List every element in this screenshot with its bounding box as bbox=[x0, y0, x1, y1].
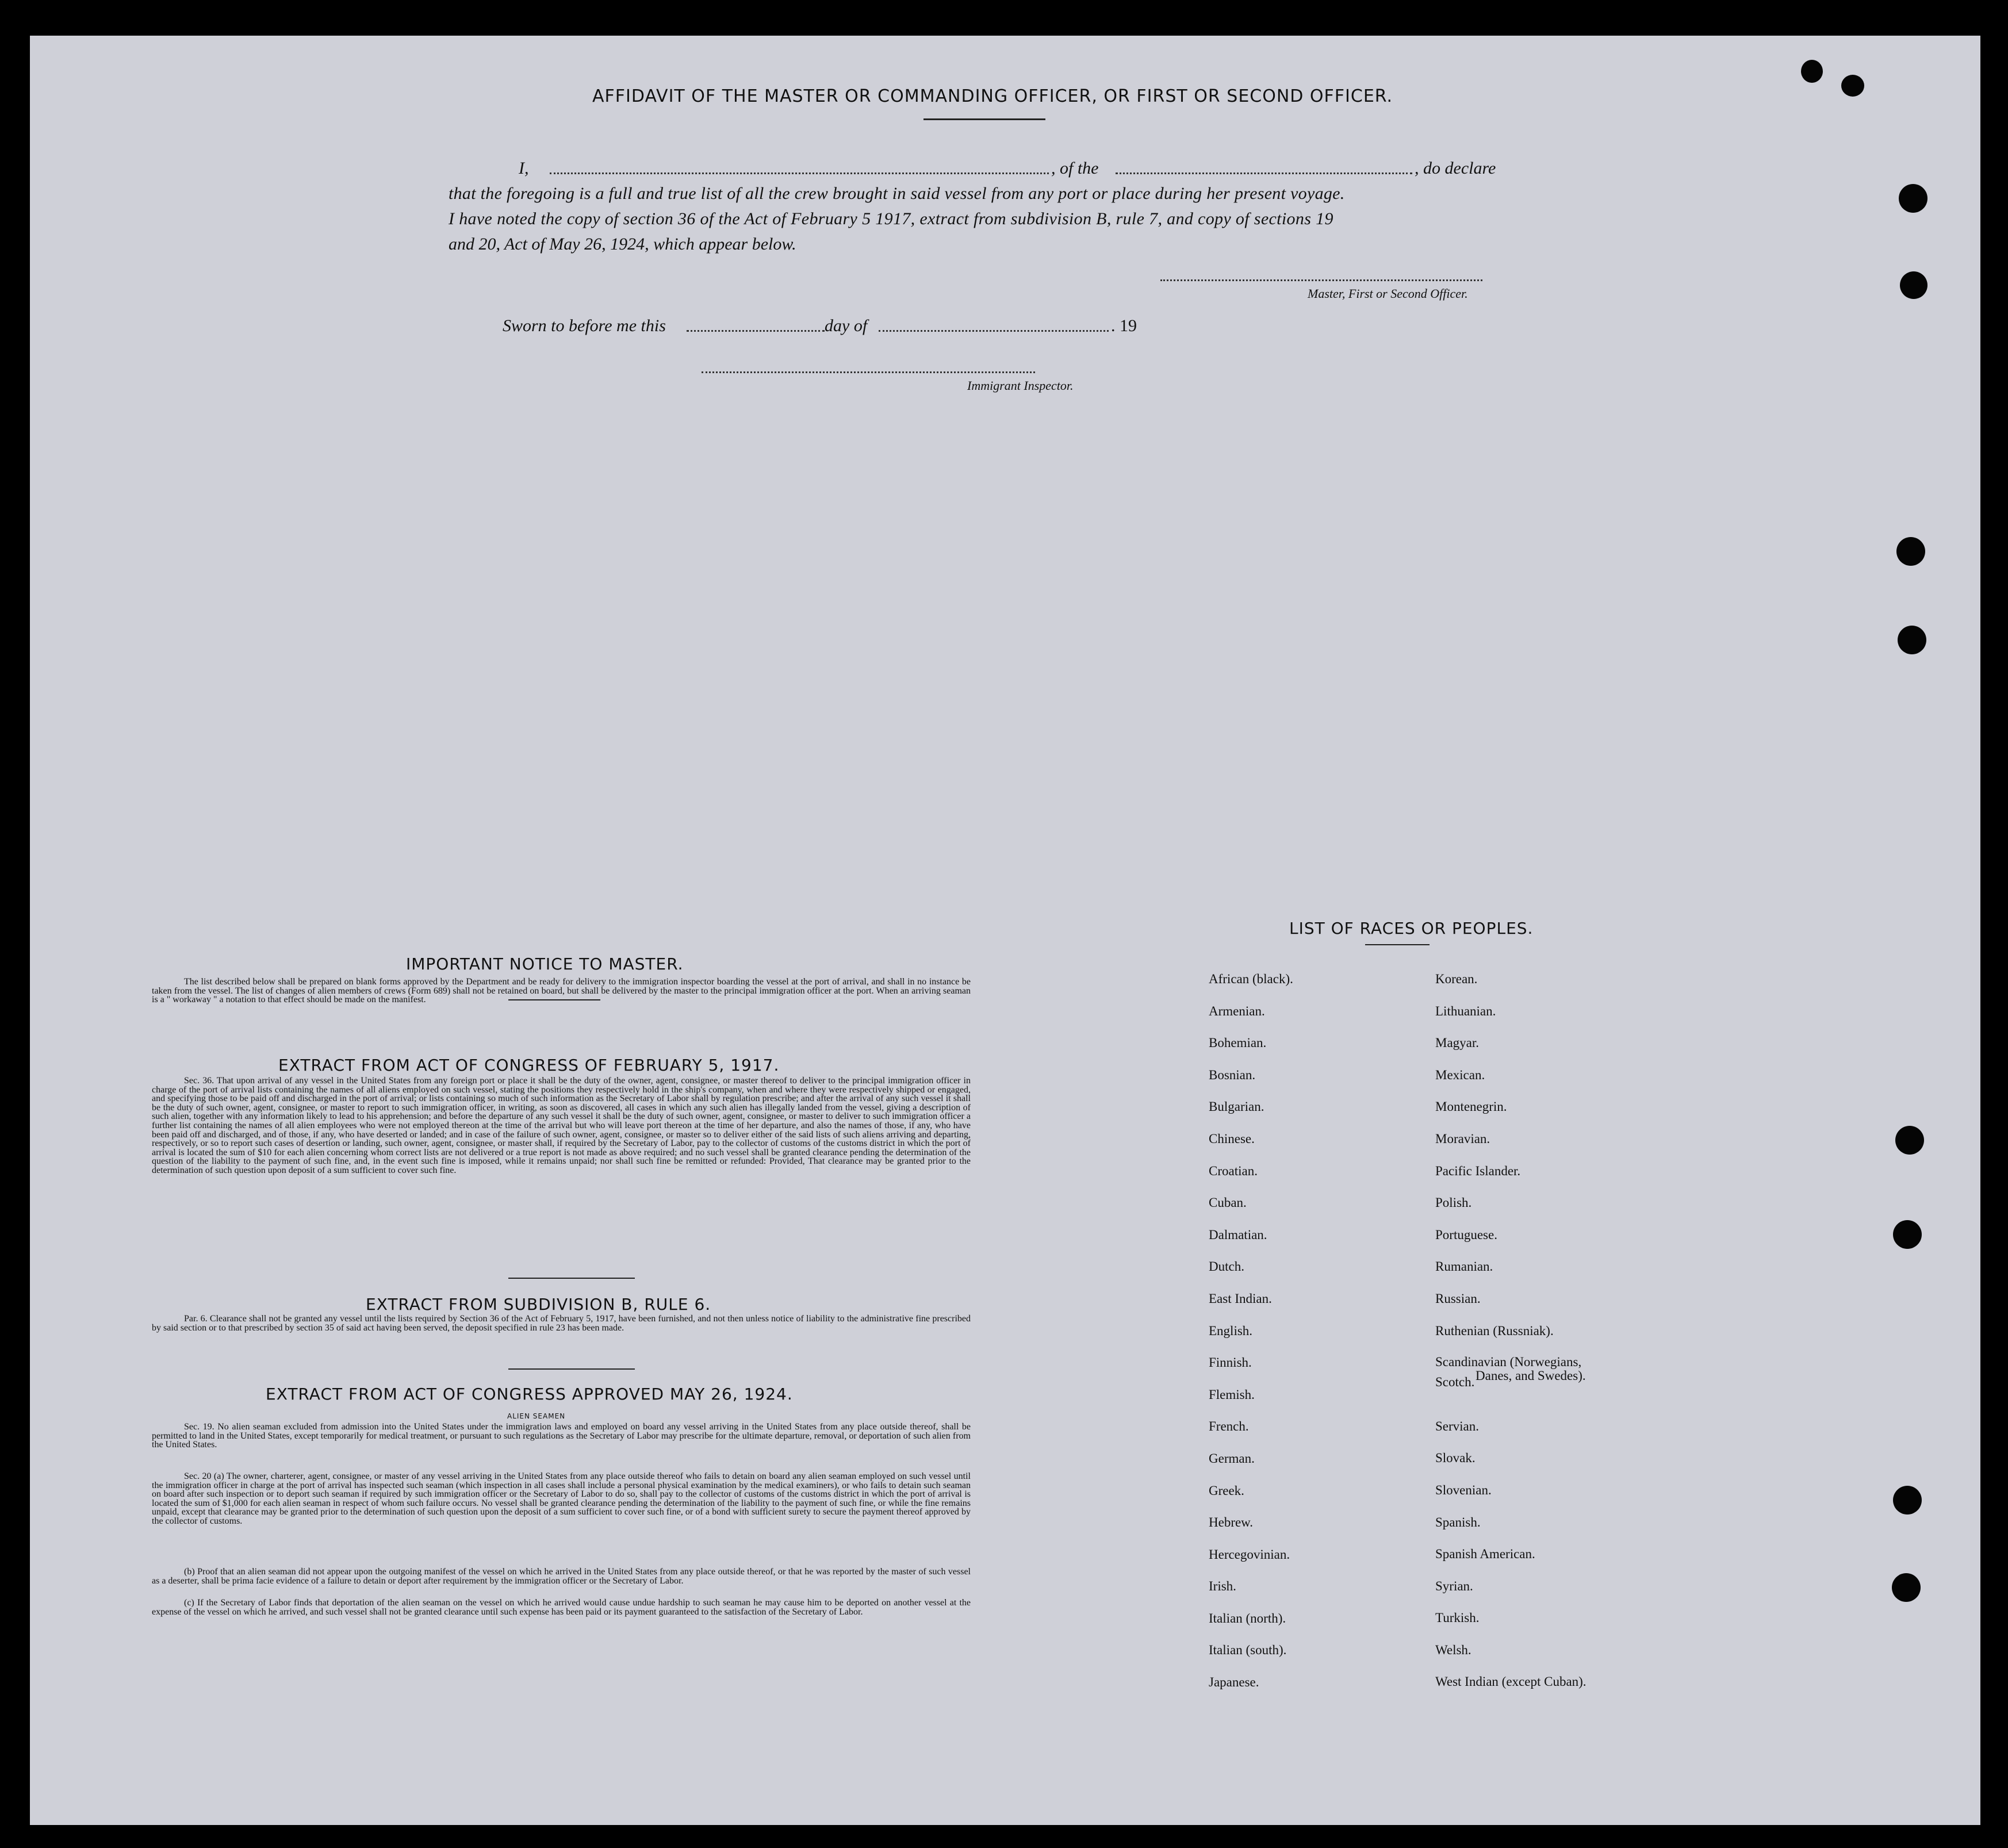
race-item: Moravian. bbox=[1435, 1131, 1490, 1146]
race-item: English. bbox=[1209, 1323, 1253, 1338]
divider bbox=[508, 999, 600, 1000]
race-item: Dutch. bbox=[1209, 1259, 1244, 1274]
race-item: Irish. bbox=[1209, 1579, 1236, 1594]
punch-hole bbox=[1841, 75, 1864, 97]
notice-title: IMPORTANT NOTICE TO MASTER. bbox=[406, 954, 684, 973]
punch-hole bbox=[1893, 1486, 1922, 1515]
race-item: Montenegrin. bbox=[1435, 1099, 1507, 1114]
inspector-signature-line bbox=[702, 371, 1035, 373]
sworn-year: . 19 bbox=[1111, 316, 1137, 335]
race-item: Spanish. bbox=[1435, 1515, 1481, 1529]
extract-1924-title: EXTRACT FROM ACT OF CONGRESS APPROVED MAY 26, 1924. bbox=[266, 1385, 793, 1404]
race-item: Spanish American. bbox=[1435, 1547, 1535, 1562]
declaration-line-3: I have noted the copy of section 36 of the Act of February 5 1917, extract from subdivision B, rule 7, and copy of sections 19 bbox=[449, 209, 1333, 228]
race-item: Slovak. bbox=[1435, 1451, 1476, 1466]
race-item: Rumanian. bbox=[1435, 1259, 1493, 1274]
master-signature-line bbox=[1160, 279, 1482, 281]
race-item: Chinese. bbox=[1209, 1131, 1255, 1146]
title-underline bbox=[923, 118, 1045, 120]
race-item: Ruthenian (Russniak). bbox=[1435, 1323, 1554, 1338]
race-item: Dalmatian. bbox=[1209, 1227, 1267, 1242]
race-item: Finnish. bbox=[1209, 1355, 1252, 1370]
extract-1924-sec20a: Sec. 20 (a) The owner, charterer, agent, consignee, or master of any vessel arriving in the United States from any place outside thereof who fails to detain on board any alien seaman employed on such vessel until the immigration officer in charge at the port of arrival has inspected such seaman (which inspection in all cases shall include a personal physical examination by the medical examiners), or who fails to detain such seaman on board after such inspection or to deport such seaman if required by such immigration officer or the Secretary of Labor to do so, shall pay to the collector of customs of the customs district in which the port of arrival is located the sum of $1,000 for each alien seaman in respect of whom such failure occurs. No vessel shall be granted clearance pending the determination of the liability to the payment of such fine, or while the fine remains unpaid, except that clearance may be granted prior to the determination of such question upon the deposit of a sum sufficient to cover such fine, or of a bond with sufficient surety to secure the payment thereof approved by the collector of customs. bbox=[152, 1471, 971, 1526]
subdivision-b-text: Par. 6. Clearance shall not be granted any vessel until the lists required by Section 36 of the Act of February 5, 1917, have been furnished, and not then unless notice of liability to the administrative fine prescribed by said section or to that prescribed by section 35 of said act having been served, the deposit specified in rule 23 has been made. bbox=[152, 1314, 971, 1333]
race-item: Cuban. bbox=[1209, 1195, 1247, 1210]
race-item: Italian (south). bbox=[1209, 1643, 1287, 1658]
race-item: Slovenian. bbox=[1435, 1482, 1492, 1497]
extract-1924-sec20b: (b) Proof that an alien seaman did not appear upon the outgoing manifest of the vessel on which he arrived in the United States from any place outside thereof, or that he was reported by the master of such vessel as a deserter, shall be prima facie evidence of a failure to detain or deport after requirement by the immigration officer or the Secretary of Labor. bbox=[152, 1567, 971, 1586]
race-item: Italian (north). bbox=[1209, 1611, 1286, 1625]
affidavit-title: AFFIDAVIT OF THE MASTER OR COMMANDING OFFICER, OR FIRST OR SECOND OFFICER. bbox=[592, 86, 1393, 106]
declaration-line-2: that the foregoing is a full and true list of all the crew brought in said vessel from any port or place during her present voyage. bbox=[449, 184, 1345, 203]
race-item: Magyar. bbox=[1435, 1036, 1480, 1050]
extract-1917-title: EXTRACT FROM ACT OF CONGRESS OF FEBRUARY 5, 1917. bbox=[278, 1056, 780, 1075]
races-column-right bbox=[1435, 972, 1587, 1707]
race-item: French. bbox=[1209, 1419, 1249, 1434]
race-item: Hebrew. bbox=[1209, 1515, 1254, 1530]
race-item: Bohemian. bbox=[1209, 1036, 1267, 1050]
vessel-blank bbox=[1116, 172, 1412, 174]
declaration-do-declare: , do declare bbox=[1415, 159, 1496, 178]
extract-1924-sec20c: (c) If the Secretary of Labor finds that deportation of the alien seaman on the vessel on which he arrived would cause undue hardship to such seaman he may cause him to be deported on another vessel at the expense of the vessel on which he arrived, and such vessel shall not be granted clearance until such expense has been paid or its payment guaranteed to the satisfaction of the Secretary of Labor. bbox=[152, 1598, 971, 1617]
races-column-left bbox=[1209, 972, 1293, 1707]
name-blank bbox=[550, 172, 1049, 174]
punch-hole bbox=[1896, 537, 1925, 566]
punch-hole bbox=[1900, 271, 1927, 299]
race-item: Mexican. bbox=[1435, 1067, 1485, 1082]
race-item: Servian. bbox=[1435, 1418, 1480, 1433]
sworn-day-blank bbox=[687, 330, 825, 332]
race-item: Polish. bbox=[1435, 1195, 1472, 1210]
declaration-of-the: , of the bbox=[1051, 159, 1099, 178]
extract-1917-text: Sec. 36. That upon arrival of any vessel in the United States from any foreign port or place it shall be the duty of the owner, agent, consignee, or master thereof to deliver to the principal immigration officer in charge of the port of arrival lists containing the names of all aliens employed on such vessel, stating the positions they respectively hold in the ship's company, when and where they were respectively shipped or engaged, and specifying those to be paid off and discharged in the port of arrival; or lists containing so much of such information as the Secretary of Labor shall by regulation prescribe; and after the arrival of any such vessel it shall be the duty of such owner, agent, consignee, or master to report to such immigration officer, in writing, as soon as discovered, all cases in which any such alien has illegally landed from the vessel, giving a description of such alien, together with any information likely to lead to his apprehension; and before the departure of any such vessel it shall be the duty of such owner, agent, consignee, or master to deliver to such immigration officer a further list containing the names of all alien employees who were not employed thereon at the time of the arrival but who will leave port thereon at the time of her departure, and also the names of those, if any, who have been paid off and discharged, and of those, if any, who have deserted or landed; and in case of the failure of such owner, agent, consignee, or master so to deliver either of the said lists of such aliens arriving and departing, respectively, or so to report such cases of desertion or landing, such owner, agent, consignee, or master shall, if required by the Secretary of Labor, pay to the collector of customs of the customs district in which the port of arrival is located the sum of $10 for each alien concerning whom correct lists are not delivered or a true report is not made as above required; and no such vessel shall be granted clearance pending the determination of the question of the liability to the payment of such fine, and, in the event such fine is imposed, while it remains unpaid; nor shall such fine be remitted or refunded: Provided, That clearance may be granted prior to the determination of such question upon deposit of a sum sufficient to cover such fine. bbox=[152, 1076, 971, 1175]
sworn-text: Sworn to before me this bbox=[503, 316, 666, 335]
punch-hole bbox=[1892, 1573, 1921, 1602]
extract-1924-sec19: Sec. 19. No alien seaman excluded from admission into the United States under the immigration laws and employed on board any vessel arriving in the United States from any place outside thereof, shall be permitted to land in the United States, except temporarily for medical treatment, or pursuant to such regulations as the Secretary of Labor may prescribe for the ultimate departure, removal, or deportation of such alien from the United States. bbox=[152, 1422, 971, 1450]
race-item: Scotch. bbox=[1435, 1374, 1475, 1389]
race-item: East Indian. bbox=[1209, 1291, 1272, 1306]
race-item: Russian. bbox=[1435, 1291, 1481, 1306]
race-item: Bulgarian. bbox=[1209, 1099, 1264, 1114]
divider bbox=[508, 1278, 635, 1279]
punch-hole bbox=[1893, 1220, 1922, 1249]
sworn-day-of: day of bbox=[825, 316, 868, 335]
race-item: Lithuanian. bbox=[1435, 1003, 1496, 1018]
race-item: African (black). bbox=[1209, 972, 1293, 986]
race-item: West Indian (except Cuban). bbox=[1435, 1674, 1587, 1689]
race-item: Welsh. bbox=[1435, 1642, 1471, 1657]
document-page bbox=[30, 36, 1980, 1825]
punch-hole bbox=[1801, 60, 1823, 83]
sworn-month-blank bbox=[879, 330, 1109, 332]
race-item: Hercegovinian. bbox=[1209, 1547, 1290, 1562]
declaration-line-4: and 20, Act of May 26, 1924, which appear below. bbox=[449, 235, 796, 254]
race-item: Pacific Islander. bbox=[1435, 1163, 1521, 1178]
divider bbox=[508, 1368, 635, 1370]
races-title: LIST OF RACES OR PEOPLES. bbox=[1289, 919, 1534, 938]
race-item: Korean. bbox=[1435, 972, 1478, 986]
race-item: Syrian. bbox=[1435, 1578, 1473, 1593]
punch-hole bbox=[1898, 626, 1926, 654]
declaration-i: I, bbox=[519, 159, 529, 178]
race-item: Turkish. bbox=[1435, 1611, 1480, 1625]
inspector-label: Immigrant Inspector. bbox=[967, 378, 1074, 393]
race-item: Bosnian. bbox=[1209, 1067, 1256, 1082]
race-item: Greek. bbox=[1209, 1483, 1244, 1498]
notice-text: The list described below shall be prepared on blank forms approved by the Department and be ready for delivery to the immigration inspector boarding the vessel at the port of arrival, and shall in no instance be taken from the vessel. The list of changes of alien members of crews (Form 689) shall not be retained on board, but shall be delivered by the master to the principal immigration officer at the port. When an arriving seaman is a " workaway " a notation to that effect should be made on the manifest. bbox=[152, 977, 971, 1005]
race-item-line: Scandinavian (Norwegians, bbox=[1435, 1355, 1582, 1370]
race-item: Croatian. bbox=[1209, 1163, 1258, 1178]
master-signature-label: Master, First or Second Officer. bbox=[1308, 286, 1468, 301]
punch-hole bbox=[1895, 1126, 1924, 1155]
race-item: Armenian. bbox=[1209, 1003, 1265, 1018]
race-item: Flemish. bbox=[1209, 1387, 1255, 1402]
punch-hole bbox=[1899, 184, 1927, 213]
race-item: Portuguese. bbox=[1435, 1227, 1497, 1242]
race-item: Japanese. bbox=[1209, 1675, 1259, 1690]
races-title-underline bbox=[1365, 944, 1430, 945]
race-item: German. bbox=[1209, 1451, 1255, 1466]
subdivision-b-title: EXTRACT FROM SUBDIVISION B, RULE 6. bbox=[366, 1295, 711, 1314]
alien-seamen-subheading: ALIEN SEAMEN bbox=[507, 1412, 566, 1420]
race-item-line: Danes, and Swedes). bbox=[1476, 1368, 1586, 1383]
